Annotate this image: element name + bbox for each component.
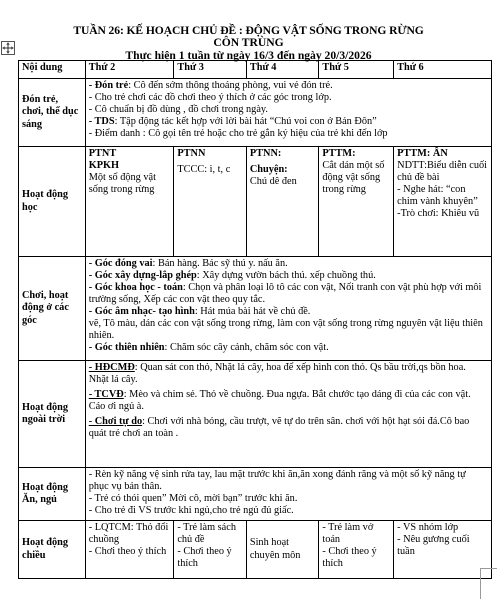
hoc-thu-5-title: PTTM: xyxy=(322,148,356,159)
row-don-tre xyxy=(19,79,492,147)
hoc-thu-2 xyxy=(85,147,174,257)
chieu-thu-2 xyxy=(85,521,174,579)
hoc-thu-4-sub: Chuyện: xyxy=(249,164,288,176)
hoc-thu-4-text: Chú dê đen xyxy=(249,176,297,188)
chieu-thu-2-line-1: - LQTCM: Thỏ đổi chuồng xyxy=(88,522,169,546)
goc-am-nhac-label: - Góc âm nhạc- tạo hình xyxy=(88,306,195,318)
hoc-thu-3 xyxy=(174,147,247,257)
chieu-thu-5 xyxy=(319,521,394,579)
choi-tu-do-label: - Chơi tự do xyxy=(88,416,143,428)
row-ngoai-troi xyxy=(19,361,492,468)
plan-date-range: Thực hiện 1 tuần từ ngày 16/3 đến ngày 20/3/2026 xyxy=(125,49,372,62)
hoc-thu-6 xyxy=(394,147,492,257)
plan-title: TUẦN 26: KẾ HOẠCH CHỦ ĐỀ : ĐỘNG VẬT SỐNG TRONG RỪNG xyxy=(73,24,424,37)
hoc-thu-4 xyxy=(246,147,319,257)
chieu-thu-6-line-1: - VS nhóm lớp xyxy=(397,522,459,533)
diem-danh-text: - Điểm danh : Cô gọi tên trẻ hoặc cho trẻ gắn ký hiệu của trẻ khi đến lớp xyxy=(88,128,388,140)
hdcmd-text: : Quan sát con thỏ, Nhặt lá cây, hoa để xếp hình con thỏ. Qs bầu trời,qs bồn hoa. Nhặt lá cây. xyxy=(88,362,466,386)
goc-dong-vai-label: - Góc đóng vai xyxy=(88,258,153,269)
hoc-thu-3-title: PTNN xyxy=(177,148,206,159)
goc-am-nhac-text: : Hát múa bài hát về chủ đề. xyxy=(194,306,311,318)
goc-thien-nhien-text: : Chăm sóc cây cảnh, chăm sóc con vật. xyxy=(164,342,329,354)
tcvd-text: : Mèo và chim sẻ. Thỏ về chuồng. Đua ngựa. Bắt chước tạo dáng đi của các con vật. Cáo ơi ngủ à. xyxy=(88,389,471,413)
goc-dong-vai-text: : Bán hàng. Bác sỹ thú y. nấu ăn. xyxy=(152,258,288,269)
plan-subtitle: CÔN TRÙNG xyxy=(213,36,284,49)
hoc-thu-2-title: PTNT xyxy=(88,148,117,159)
hoc-thu-6-line-3: -Trò chơi: Khiêu vũ xyxy=(397,208,480,220)
header-thu-4: Thứ 4 xyxy=(246,61,319,79)
header-thu-5: Thứ 5 xyxy=(319,61,394,79)
choi-tu-do-text: : Chơi với nhà bóng, cầu trượt, vẽ tự do trên sân. chơi với hột hạt sỏi đá.Cô bao quát trẻ chơi an toàn . xyxy=(88,416,470,440)
hdcmd-label: - HĐCMĐ xyxy=(88,362,135,373)
chieu-thu-3 xyxy=(174,521,247,579)
hoc-thu-2-text: Một số động vật sống trong rừng xyxy=(88,172,156,196)
hoc-thu-3-text: TCCC: i, t, c xyxy=(177,164,231,176)
row-an-ngu xyxy=(19,468,492,521)
row-hoat-dong-hoc xyxy=(19,147,492,257)
chieu-thu-6 xyxy=(394,521,492,579)
hoc-thu-6-line-2: - Nghe hát: “con chim vành khuyên” xyxy=(397,184,478,208)
an-ngu-line-1: - Rèn kỹ năng vệ sinh rửa tay, lau mặt trước khi ăn,ăn xong đánh răng và một số kỹ năng tự phục vụ bản thân. xyxy=(88,469,466,493)
row-label-chieu: Hoạt động chiều xyxy=(19,521,86,579)
don-tre-content xyxy=(85,79,491,147)
chieu-thu-2-line-2: - Chơi theo ý thích xyxy=(88,546,167,558)
hoc-thu-5 xyxy=(319,147,394,257)
don-tre-text: : Cô đến sớm thông thoáng phòng, vui vẻ đón trẻ. xyxy=(128,80,333,91)
don-tre-label: - Đón trẻ xyxy=(88,80,129,91)
table-header-row xyxy=(19,61,492,79)
goc-khoa-hoc-label: - Góc khoa học - toán xyxy=(88,282,183,294)
chieu-thu-3-line-2: - Chơi theo ý thích xyxy=(177,546,232,570)
an-ngu-line-2: - Trẻ có thói quen” Mời cô, mời bạn” trước khi ăn. xyxy=(88,493,298,505)
an-ngu-content xyxy=(85,468,491,521)
hoc-thu-6-line-1: NDTT:Biểu diễn cuối chủ đề bài xyxy=(397,160,487,184)
row-label-ngoai-troi: Hoạt động ngoài trời xyxy=(19,361,86,468)
row-chieu xyxy=(19,521,492,579)
ngoai-troi-content xyxy=(85,361,491,468)
row-label-hoat-dong-hoc: Hoạt động học xyxy=(19,147,86,257)
an-ngu-line-3: - Cho trẻ đi VS trước khi ngủ,cho trẻ ngủ đủ giấc. xyxy=(88,505,294,517)
don-tre-line-3: - Cô chuẩn bị đồ dùng , đồ chơi trong ngày. xyxy=(88,104,268,116)
hoc-thu-6-title: PTTM: ÂN xyxy=(397,148,448,159)
goc-thien-nhien-label: - Góc thiên nhiên xyxy=(88,342,165,354)
hoc-thu-5-text: Cắt dán một số động vật sống trong rừng xyxy=(322,160,385,196)
header-thu-3: Thứ 3 xyxy=(174,61,247,79)
goc-tao-hinh-text: vẽ, Tô màu, dán các con vật sống trong rừng, làm con vật sống trong rừng nguyên vật liệu thiên nhiên. xyxy=(88,318,483,342)
tcvd-label: - TCVĐ xyxy=(88,389,124,401)
chieu-thu-3-line-1: - Trẻ làm sách chủ đề xyxy=(177,522,236,546)
table-resize-handle[interactable] xyxy=(480,568,497,599)
header-noi-dung: Nội dung xyxy=(19,61,86,79)
header-thu-2: Thứ 2 xyxy=(85,61,174,79)
hoc-thu-4-title: PTNN: xyxy=(249,148,282,159)
chieu-thu-6-line-2: - Nêu gương cuối tuần xyxy=(397,534,470,558)
goc-xay-dung-text: : Xây dựng vườn bách thú. xếp chuồng thú. xyxy=(196,270,376,282)
hoc-thu-2-subtitle: KPKH xyxy=(88,160,120,172)
choi-goc-content xyxy=(85,257,491,361)
row-label-an-ngu: Hoạt động Ăn, ngủ xyxy=(19,468,86,521)
tds-label: - TDS xyxy=(88,116,115,128)
chieu-thu-4: Sinh hoạt chuyên môn xyxy=(246,521,319,579)
header-thu-6: Thứ 6 xyxy=(394,61,492,79)
chieu-thu-5-line-2: - Chơi theo ý thích xyxy=(322,546,377,570)
tds-text: : Tập động tác kết hợp với lời bài hát “Chú voi con ở Bản Đôn” xyxy=(114,116,377,128)
weekly-plan-table xyxy=(18,60,492,579)
row-label-choi-goc: Chơi, hoạt động ở các góc xyxy=(19,257,86,361)
row-choi-goc xyxy=(19,257,492,361)
chieu-thu-5-line-1: - Trẻ làm vở toán xyxy=(322,522,374,546)
row-label-don-tre: Đón trẻ, chơi, thể dục sáng xyxy=(19,79,86,147)
goc-khoa-hoc-text: : Chọn và phân loại lô tô các con vật, Nối tranh con vật phù hợp với môi trường sống, Xếp các con vật theo quy tắc. xyxy=(88,282,482,306)
don-tre-line-2: - Cho trẻ chơi các đồ chơi theo ý thích ở các góc trong lớp. xyxy=(88,92,332,104)
goc-xay-dung-label: - Góc xây dựng-lắp ghép xyxy=(88,270,197,282)
